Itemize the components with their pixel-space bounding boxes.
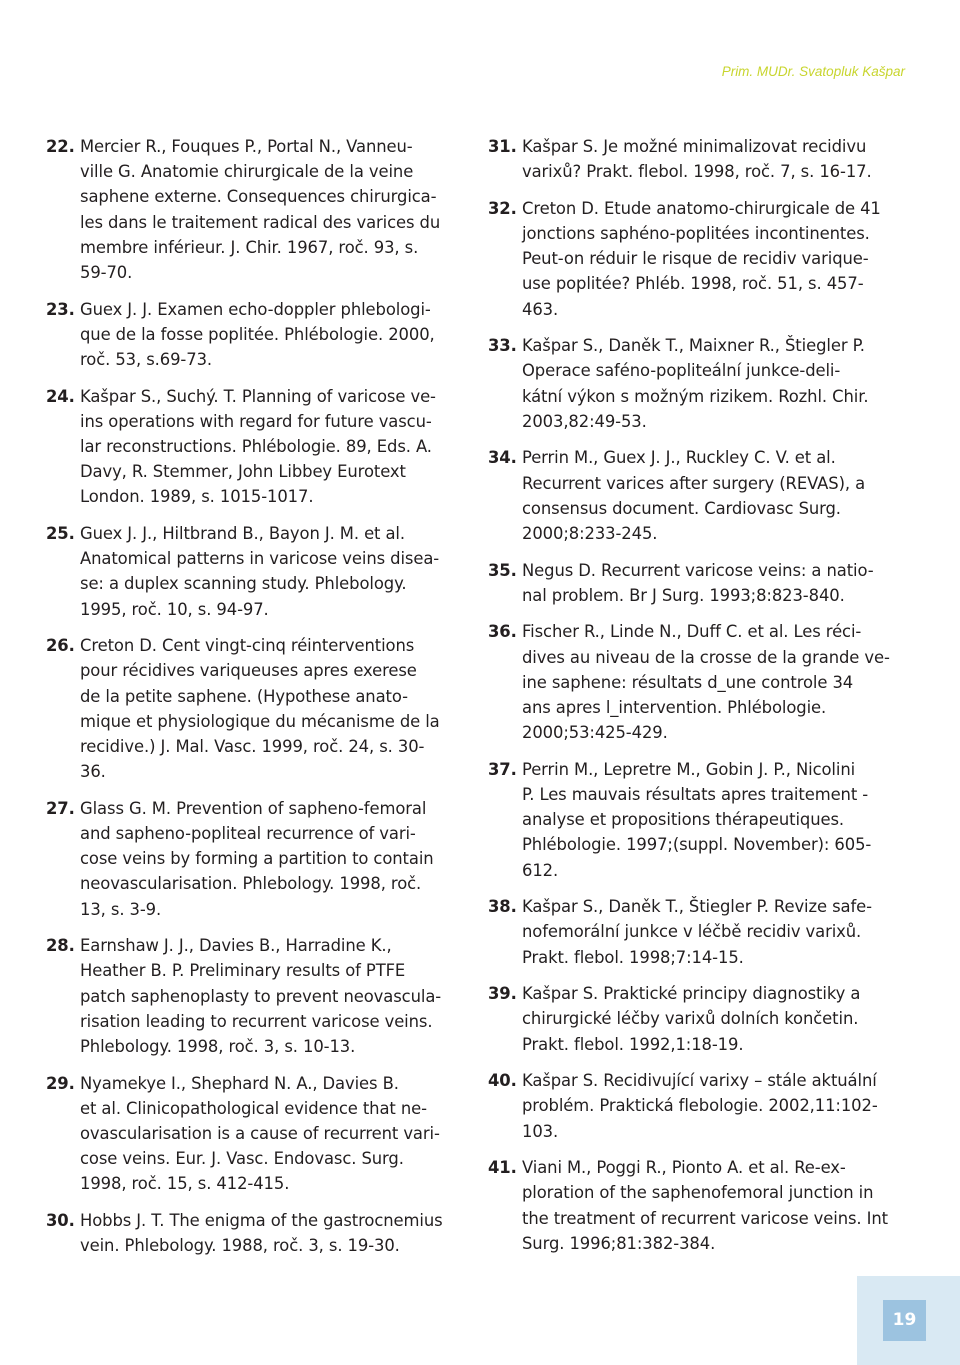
references-left-column (46, 134, 464, 1270)
reference-item (488, 619, 910, 745)
reference-text: Viani M., Poggi R., Pionto A. et al. Re-ex- ploration of the saphenofemoral junction in the treatment of recurrent varicose veins. Int Surg. 1996;81:382-384. (522, 1158, 888, 1253)
reference-text: Creton D. Etude anatomo-chirurgicale de 41 jonctions saphéno-poplitées incontinentes. Peut-on réduir le risque de recidiv varique- use poplitée? Phléb. 1998, roč. 51, s. 457- 463. (522, 198, 881, 319)
reference-item (46, 796, 464, 922)
reference-text: Kašpar S., Daněk T., Maixner R., Štiegler P. Operace saféno-popliteální junkce-deli- kátní výkon s možným rizikem. Rozhl. Chir. 2003,82:49-53. (522, 336, 869, 431)
reference-text: Perrin M., Lepretre M., Gobin J. P., Nicolini P. Les mauvais résultats apres traitement - analyse et propositions thérapeutiques. Phlébologie. 1997;(suppl. November): 605- 612. (522, 759, 872, 880)
reference-number: 33. (488, 336, 517, 356)
references-right-column (488, 134, 910, 1267)
reference-item (46, 1071, 464, 1197)
reference-item (46, 521, 464, 622)
reference-item (488, 757, 910, 883)
reference-item (488, 134, 910, 184)
reference-item (46, 1208, 464, 1258)
reference-text: Negus D. Recurrent varicose veins: a natio- nal problem. Br J Surg. 1993;8:823-840. (522, 560, 874, 605)
reference-item (488, 1155, 910, 1256)
reference-number: 26. (46, 636, 75, 656)
reference-text: Kašpar S., Suchý. T. Planning of varicose ve- ins operations with regard for future vascu- lar reconstructions. Phlébologie. 89, Eds. A. Davy, R. Stemmer, John Libbey Eurotext London. 1989, s. 1015-1017. (80, 386, 436, 507)
reference-item (488, 445, 910, 546)
reference-text: Mercier R., Fouques P., Portal N., Vanneu- ville G. Anatomie chirurgicale de la veine saphene externe. Consequences chirurgica- les dans le traitement radical des varices du membre inférieur. J. Chir. 1967, roč. 93, s. 59-70. (80, 137, 441, 283)
reference-item (488, 558, 910, 608)
reference-number: 22. (46, 137, 75, 156)
reference-item (46, 633, 464, 784)
reference-number: 39. (488, 984, 517, 1004)
reference-text: Earnshaw J. J., Davies B., Harradine K., Heather B. P. Preliminary results of PTFE patch saphenoplasty to prevent neovascula- risation leading to recurrent varicose veins. Phlebology. 1998, roč. 3, s. 10-13. (80, 936, 442, 1057)
reference-number: 25. (46, 524, 75, 544)
page-number: 19 (883, 1300, 926, 1341)
reference-item (488, 333, 910, 434)
reference-item (46, 297, 464, 373)
reference-number: 24. (46, 386, 75, 406)
reference-number: 37. (488, 759, 517, 779)
reference-text: Kašpar S. Je možné minimalizovat recidivu varixů? Prakt. flebol. 1998, roč. 7, s. 16-17. (522, 137, 872, 182)
reference-number: 23. (46, 299, 75, 319)
reference-number: 36. (488, 622, 517, 642)
reference-item (46, 384, 464, 510)
reference-number: 40. (488, 1071, 517, 1091)
reference-text: Guex J. J., Hiltbrand B., Bayon J. M. et al. Anatomical patterns in varicose veins disea- se: a duplex scanning study. Phlebology. 1995, roč. 10, s. 94-97. (80, 524, 440, 619)
reference-text: Fischer R., Linde N., Duff C. et al. Les réci- dives au niveau de la crosse de la grande ve- ine saphene: résultats d_une controle 34 ans apres l_intervention. Phlébologie. 2000;53:425-429. (522, 622, 890, 743)
reference-number: 34. (488, 448, 517, 468)
reference-text: Kašpar S., Daněk T., Štiegler P. Revize safe- nofemorální junkce v léčbě recidiv varixů. Prakt. flebol. 1998;7:14-15. (522, 897, 872, 967)
reference-text: Kašpar S. Praktické principy diagnostiky a chirurgické léčby varixů dolních končetin. Prakt. flebol. 1992,1:18-19. (522, 984, 861, 1054)
reference-text: Glass G. M. Prevention of sapheno-femoral and sapheno-popliteal recurrence of vari- cose veins by forming a partition to contain neovascularisation. Phlebology. 1998, roč. 13, s. 3-9. (80, 798, 434, 919)
reference-text: Kašpar S. Recidivující varixy – stále aktuální problém. Praktická flebologie. 2002,11:102- 103. (522, 1071, 878, 1141)
reference-text: Guex J. J. Examen echo-doppler phlebologi- que de la fosse poplitée. Phlébologie. 2000, roč. 53, s.69-73. (80, 299, 435, 370)
reference-text: Creton D. Cent vingt-cinq réinterventions pour récidives variqueuses apres exerese de la petite saphene. (Hypothese anato- mique et physiologique du mécanisme de la recidive.) J. Mal. Vasc. 1999, roč. 24, s. 30- 36. (80, 636, 440, 782)
reference-number: 32. (488, 198, 517, 218)
reference-item (46, 933, 464, 1059)
reference-number: 38. (488, 897, 517, 917)
reference-number: 31. (488, 137, 517, 156)
reference-number: 27. (46, 798, 75, 818)
reference-item (488, 196, 910, 322)
reference-item (46, 134, 464, 285)
running-header-author: Prim. MUDr. Svatopluk Kašpar (721, 64, 905, 79)
reference-item (488, 981, 910, 1057)
reference-item (488, 1068, 910, 1144)
reference-number: 41. (488, 1158, 517, 1178)
reference-number: 30. (46, 1211, 75, 1231)
reference-item (488, 894, 910, 970)
reference-number: 28. (46, 936, 75, 956)
reference-text: Hobbs J. T. The enigma of the gastrocnemius vein. Phlebology. 1988, roč. 3, s. 19-30. (80, 1211, 443, 1256)
reference-text: Nyamekye I., Shephard N. A., Davies B. et al. Clinicopathological evidence that ne- ovascularisation is a cause of recurrent vari- cose veins. Eur. J. Vasc. Endovasc. Surg. 1998, roč. 15, s. 412-415. (80, 1073, 440, 1194)
reference-number: 35. (488, 560, 517, 580)
reference-text: Perrin M., Guex J. J., Ruckley C. V. et al. Recurrent varices after surgery (REVAS), a consensus document. Cardiovasc Surg. 2000;8:233-245. (522, 448, 866, 544)
reference-number: 29. (46, 1073, 75, 1093)
